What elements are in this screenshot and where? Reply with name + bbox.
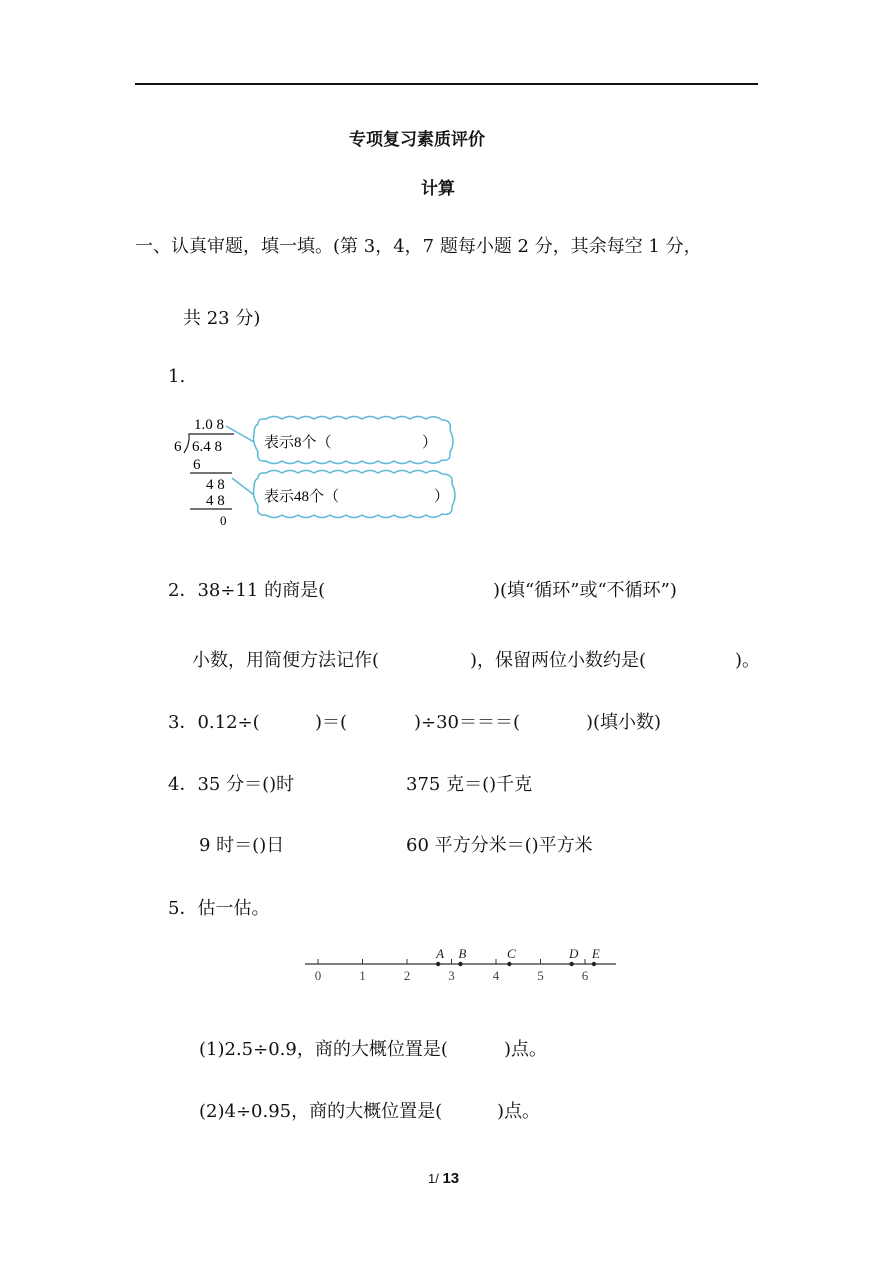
top-rule: [135, 83, 758, 85]
q1-number: 1.: [168, 366, 186, 387]
number-line-point-label: E: [591, 946, 600, 961]
q3-part-c: )÷30＝＝＝(: [414, 712, 521, 733]
q2-line1-a: 2．38÷11 的商是(: [168, 580, 326, 601]
number-line-point-label: B: [458, 946, 467, 961]
q4-row1-left: 4．35 分＝()时: [168, 774, 295, 795]
q2-line2-a: 小数，用简便方法记作(: [192, 650, 380, 671]
division-step2a: 4 8: [206, 477, 225, 493]
q3-part-d: )(填小数): [586, 712, 662, 733]
number-line-tick-label: 6: [581, 968, 589, 983]
number-line-point-label: D: [568, 946, 579, 961]
number-line-tick-label: 0: [314, 968, 322, 983]
page-title: 专项复习素质评价: [349, 130, 485, 150]
number-line-point: [569, 962, 573, 966]
number-line-point: [458, 962, 462, 966]
long-division-figure: [170, 412, 465, 532]
q3-part-b: )＝(: [315, 712, 348, 733]
q5-sub1-a: (1)2.5÷0.9，商的大概位置是(: [199, 1039, 448, 1060]
number-line-tick-label: 2: [403, 968, 411, 983]
page-number: [428, 1170, 459, 1187]
number-line: [300, 942, 620, 986]
number-line-point: [592, 962, 596, 966]
division-divisor: 6: [174, 439, 182, 455]
q2-line2-c: )。: [735, 650, 761, 671]
bubble2-pointer: [232, 478, 254, 495]
bubble2-close: ）: [434, 489, 450, 505]
number-line-tick-label: 4: [492, 968, 500, 983]
division-step2b: 4 8: [206, 493, 225, 509]
bubble1-close: ）: [422, 435, 438, 451]
page-subtitle: 计算: [421, 179, 455, 199]
number-line-point: [507, 962, 511, 966]
number-line-point-label: C: [507, 946, 516, 961]
page-total: 13: [442, 1170, 460, 1187]
q5-sub1-b: )点。: [504, 1039, 548, 1060]
q5-sub2-a: (2)4÷0.95，商的大概位置是(: [199, 1101, 443, 1122]
number-line-point: [436, 962, 440, 966]
q2-line1-b: )(填“循环”或“不循环”): [493, 580, 677, 601]
number-line-tick-label: 5: [537, 968, 544, 983]
section-heading-line2: 共 23 分): [183, 308, 261, 329]
bubble2-text: 表示48个（: [264, 489, 340, 505]
q4-row2-left: 9 时＝()日: [199, 835, 285, 856]
page-current: 1/: [428, 1171, 439, 1186]
q5-sub2-b: )点。: [497, 1101, 541, 1122]
number-line-tick-label: 3: [448, 968, 455, 983]
division-remainder: 0: [220, 513, 227, 528]
number-line-point-label: A: [436, 946, 445, 961]
division-dividend: 6.4 8: [192, 439, 222, 455]
q4-row1-right: 375 克＝()千克: [406, 774, 533, 795]
section-heading-line1: 一、认真审题，填一填。(第 3，4，7 题每小题 2 分，其余每空 1 分，: [135, 236, 702, 257]
q4-row2-right: 60 平方分米＝()平方米: [406, 835, 593, 856]
number-line-tick-label: 1: [359, 968, 366, 983]
division-quotient: 1.0 8: [194, 417, 224, 433]
q5-title: 5．估一估。: [168, 898, 270, 919]
division-step1: 6: [193, 457, 201, 473]
bubble1-text: 表示8个（: [264, 435, 332, 451]
q2-line2-b: )，保留两位小数约是(: [470, 650, 647, 671]
q3-part-a: 3．0.12÷(: [168, 712, 260, 733]
